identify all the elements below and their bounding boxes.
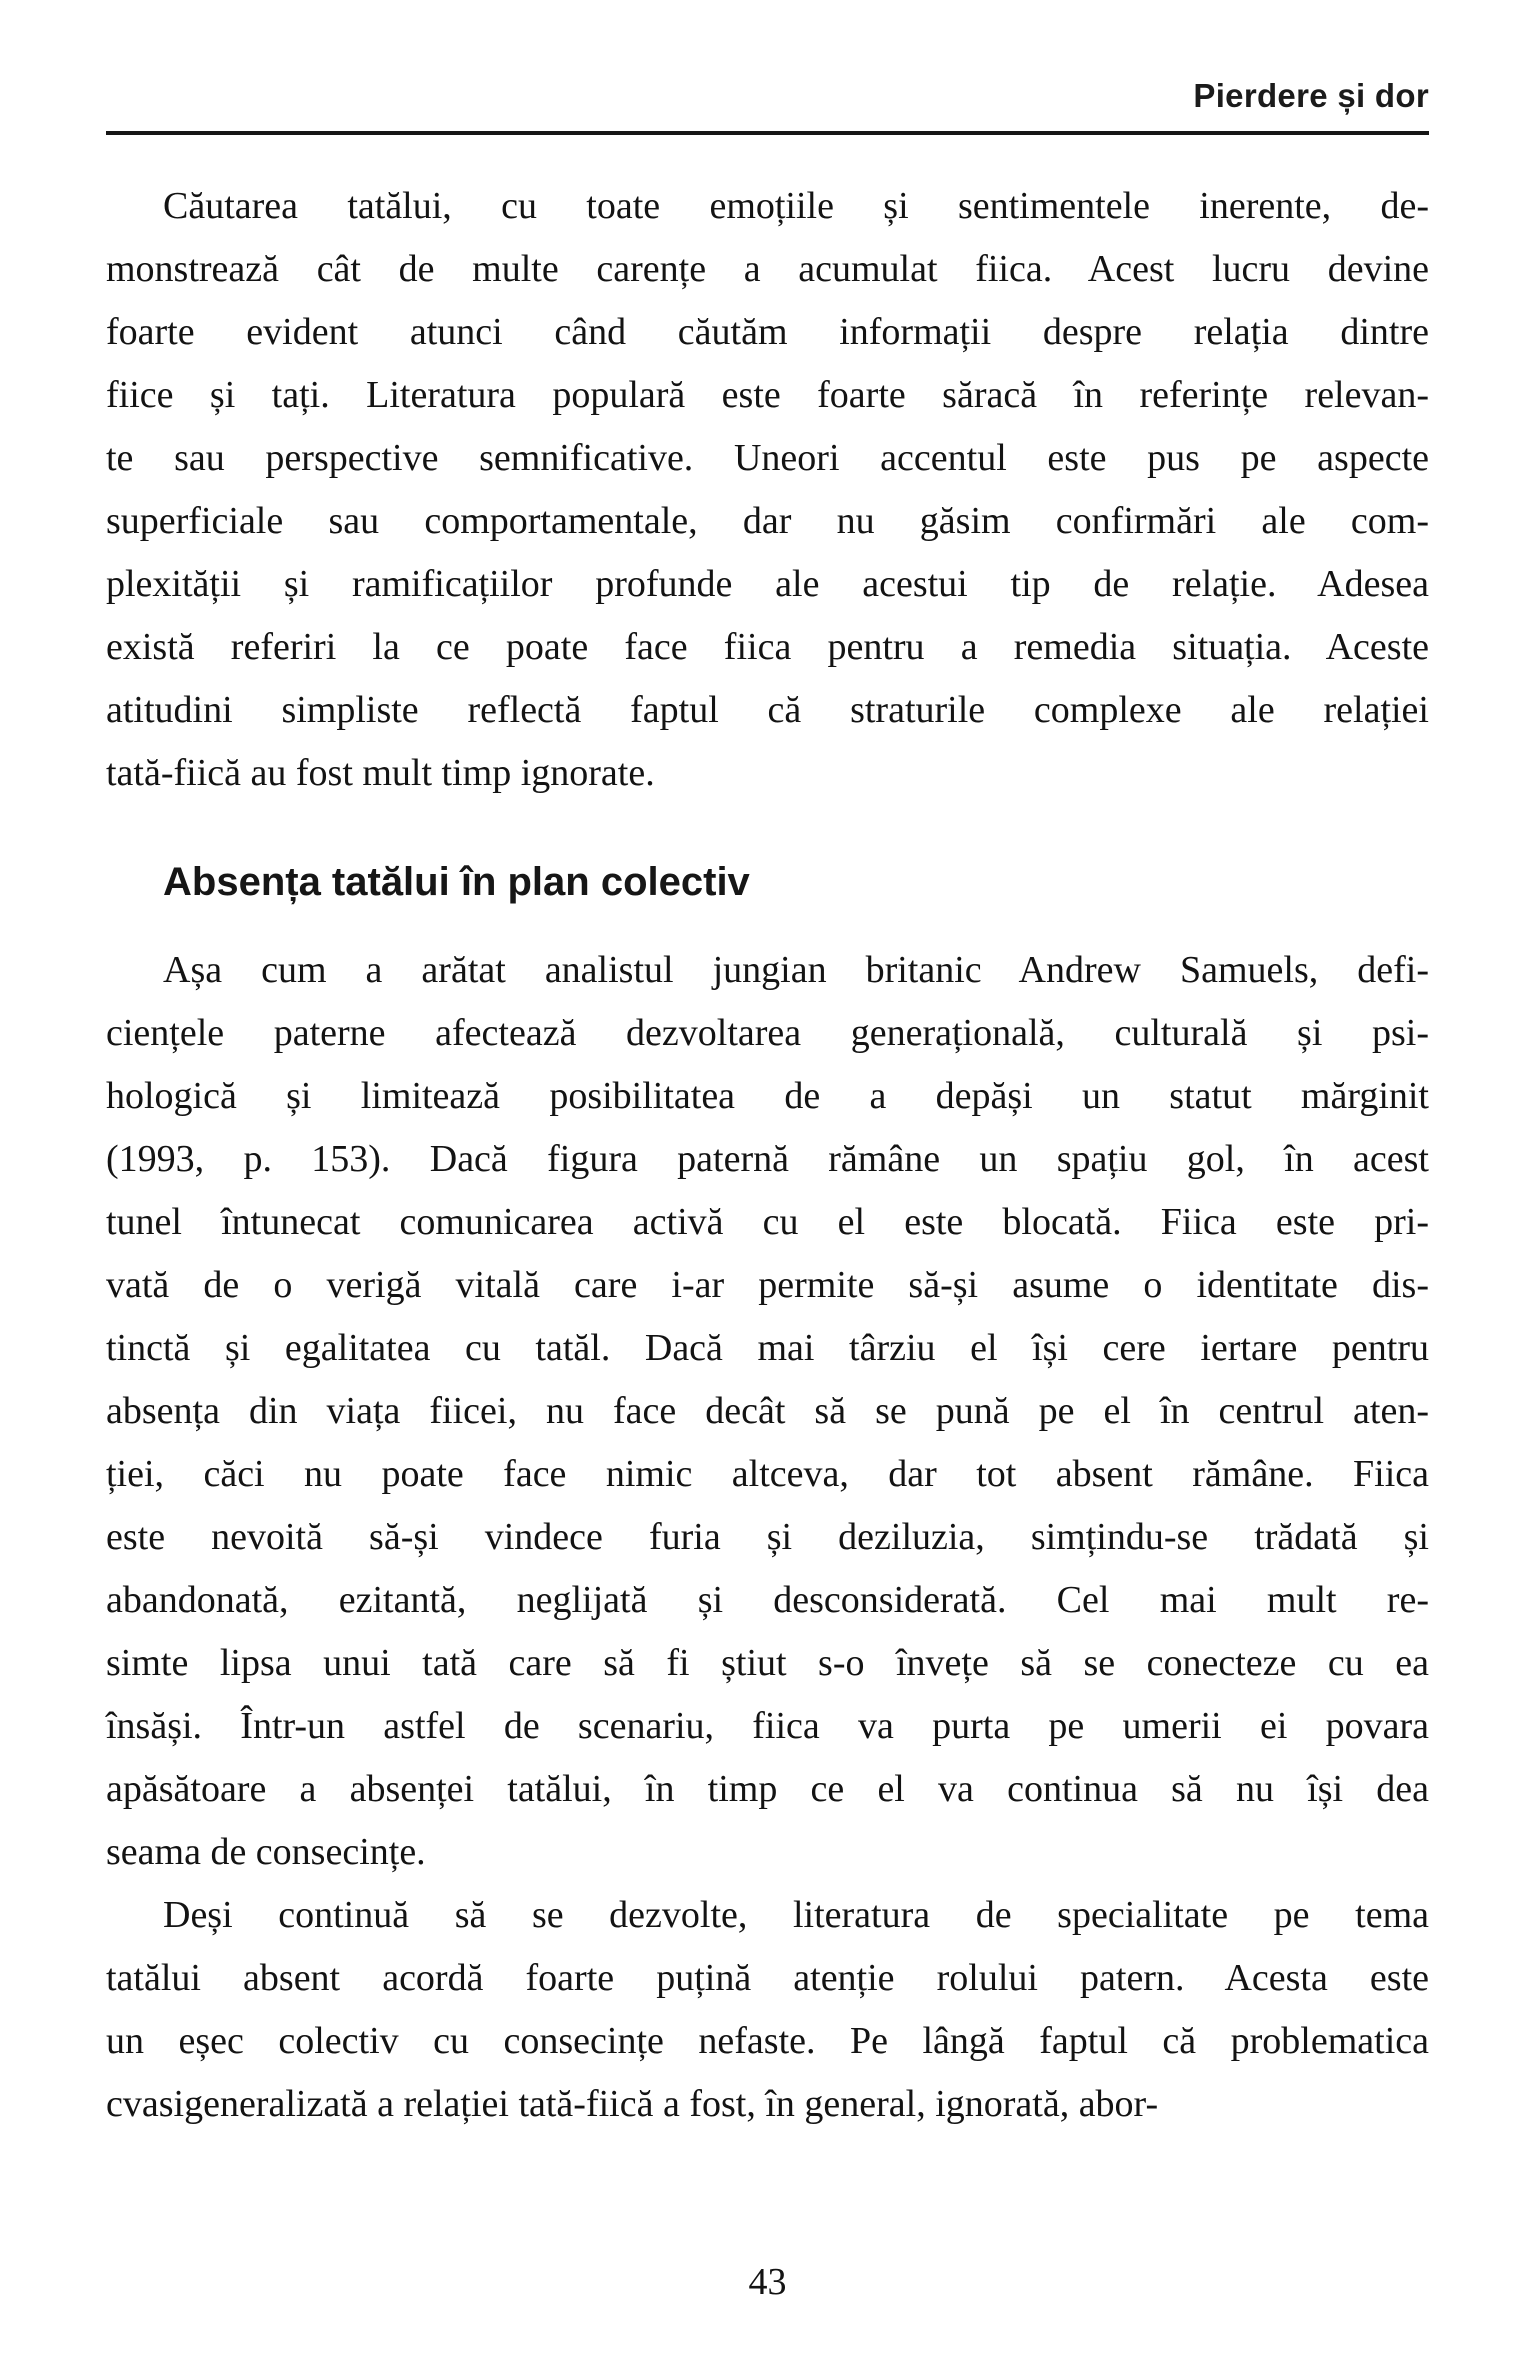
text-line: superficiale sau comportamentale, dar nu găsim confirmări ale com- — [106, 500, 1429, 542]
text-line: însăși. Într-un astfel de scenariu, fiica va purta pe umerii ei povara — [106, 1705, 1429, 1747]
header-divider-rule — [106, 131, 1429, 135]
running-head — [106, 76, 1429, 116]
running-head-title: Pierdere și dor — [1193, 77, 1429, 114]
text-line: monstrează cât de multe carențe a acumulat fiica. Acest lucru devine — [106, 248, 1429, 290]
text-line: Așa cum a arătat analistul jungian britanic Andrew Samuels, defi- — [163, 949, 1429, 991]
text-line: cvasigeneralizată a relației tată-fiică a fost, în general, ignorată, abor- — [106, 2083, 1159, 2125]
text-line: ției, căci nu poate face nimic altceva, dar tot absent rămâne. Fiica — [106, 1453, 1429, 1495]
text-line: ciențele paterne afectează dezvoltarea generațională, culturală și psi- — [106, 1012, 1429, 1054]
paragraph — [106, 939, 1429, 1884]
text-line: tunel întunecat comunicarea activă cu el este blocată. Fiica este pri- — [106, 1201, 1429, 1243]
text-line: foarte evident atunci când căutăm informații despre relația dintre — [106, 311, 1429, 353]
text-line: simte lipsa unui tată care să fi știut s-o învețe să se conecteze cu ea — [106, 1642, 1429, 1684]
page-number: 43 — [748, 2261, 787, 2303]
text-line: există referiri la ce poate face fiica pentru a remedia situația. Aceste — [106, 626, 1429, 668]
text-line: hologică și limitează posibilitatea de a depăși un statut mărginit — [106, 1075, 1429, 1117]
text-line: tată-fiică au fost mult timp ignorate. — [106, 752, 655, 794]
text-line: absența din viața fiicei, nu face decât să se pună pe el în centrul aten- — [106, 1390, 1429, 1432]
section-heading: Absența tatălui în plan colectiv — [163, 860, 750, 904]
paragraph — [106, 1884, 1429, 2136]
text-line: abandonată, ezitantă, neglijată și desconsiderată. Cel mai mult re- — [106, 1579, 1429, 1621]
text-line: Deși continuă să se dezvolte, literatura de specialitate pe tema — [163, 1894, 1429, 1936]
text-line: este nevoită să-și vindece furia și deziluzia, simțindu-se trădată și — [106, 1516, 1429, 1558]
text-line: (1993, p. 153). Dacă figura paternă rămâne un spațiu gol, în acest — [106, 1138, 1429, 1180]
paragraph — [106, 175, 1429, 805]
text-line: apăsătoare a absenței tatălui, în timp ce el va continua să nu își dea — [106, 1768, 1429, 1810]
text-line: plexității și ramificațiilor profunde ale acestui tip de relație. Adesea — [106, 563, 1429, 605]
page-body — [106, 175, 1429, 2136]
text-line: te sau perspective semnificative. Uneori accentul este pus pe aspecte — [106, 437, 1429, 479]
text-line: tinctă și egalitatea cu tatăl. Dacă mai târziu el își cere iertare pentru — [106, 1327, 1429, 1369]
text-line: seama de consecințe. — [106, 1831, 426, 1873]
text-line: un eșec colectiv cu consecințe nefaste. Pe lângă faptul că problematica — [106, 2020, 1429, 2062]
text-line: vată de o verigă vitală care i-ar permite să-și asume o identitate dis- — [106, 1264, 1429, 1306]
text-line: tatălui absent acordă foarte puțină atenție rolului patern. Acesta este — [106, 1957, 1429, 1999]
text-line: atitudini simpliste reflectă faptul că straturile complexe ale relației — [106, 689, 1429, 731]
text-line: Căutarea tatălui, cu toate emoțiile și sentimentele inerente, de- — [163, 185, 1429, 227]
text-line: fiice și tați. Literatura populară este foarte săracă în referințe relevan- — [106, 374, 1429, 416]
